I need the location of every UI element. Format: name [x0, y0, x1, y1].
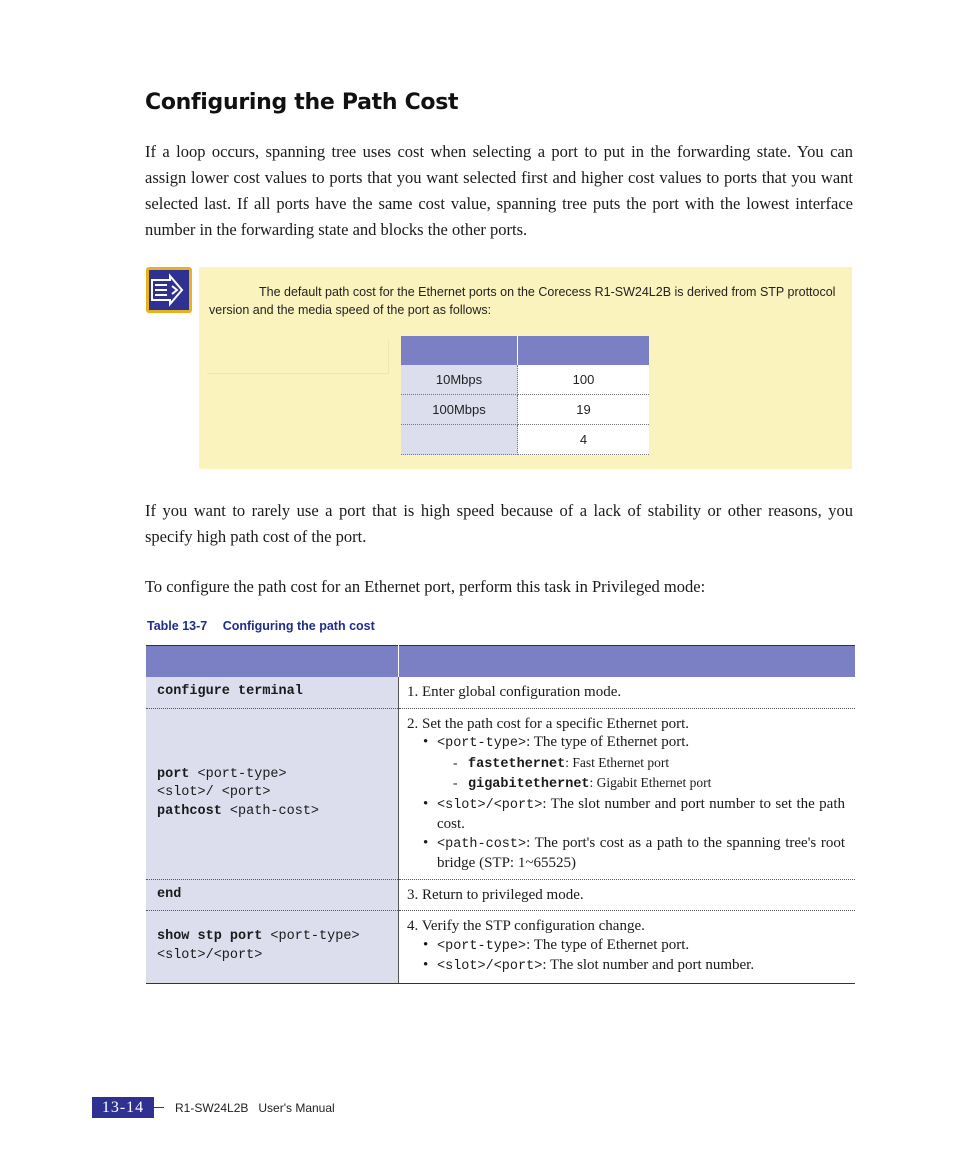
command-keyword: end [157, 886, 182, 902]
command-argument: <slot>/<port> [157, 947, 263, 963]
parameter-code: <port-type> [437, 736, 527, 751]
parameter-code: <path-cost> [437, 836, 527, 852]
speed-header [401, 336, 518, 365]
list-item [437, 936, 847, 957]
list-item [437, 834, 847, 873]
path-cost-table [401, 336, 649, 455]
command-header [146, 646, 399, 678]
list-item [437, 733, 847, 795]
command-keyword: configure terminal [157, 684, 303, 699]
parameter-text: : The slot number and port number to set the path cost. [437, 795, 845, 832]
parameter-text: : The type of Ethernet port. [526, 734, 690, 750]
command-argument: <slot>/ <port> [157, 785, 271, 801]
intro-paragraph: If a loop occurs, spanning tree uses cost when selecting a port to put in the forwarding state. You can assign lower cost values to ports that you want selected first and higher cost values to ports that you want selected last. If all ports have the same cost value, spanning tree puts the port with the lowest interface number in the forwarding state and blocks the other ports. [145, 142, 853, 239]
table-caption-title: Configuring the path cost [222, 619, 375, 633]
cost-cell: 19 [518, 395, 650, 425]
cost-cell: 4 [518, 425, 650, 455]
parameter-text: : The port's cost as a path to the spanning tree's root bridge (STP: 1~65525) [437, 834, 845, 871]
command-cell [146, 911, 399, 984]
parameter-text: : The type of Ethernet port. [526, 936, 690, 953]
command-cell [146, 677, 399, 708]
task-cell [399, 911, 856, 984]
parameter-code: <port-type> [437, 938, 527, 954]
cost-cell: 100 [518, 365, 650, 395]
option-code: gigabitethernet [468, 777, 590, 792]
task-step: 1. Enter global configuration mode. [407, 684, 622, 700]
option-text: : Gigabit Ethernet port [589, 775, 712, 790]
page-number: 13-14 [92, 1097, 154, 1118]
command-argument: <path-cost> [221, 803, 320, 819]
task-step: 2. Set the path cost for a specific Ethernet port. [407, 715, 689, 732]
task-cell [399, 708, 856, 879]
high-cost-paragraph: If you want to rarely use a port that is high speed because of a lack of stability or other reasons, you specify high path cost of the port. [145, 501, 853, 546]
note-text: The default path cost for the Ethernet ports on the Corecess R1-SW24L2B is derived from STP prottocol version and the media speed of the port as follows: [209, 285, 836, 317]
option-code: fastethernet [468, 756, 566, 772]
cost-header [518, 336, 650, 365]
option-text: : Fast Ethernet port [565, 754, 670, 770]
note-box [199, 267, 852, 469]
list-item [437, 795, 847, 834]
task-cell [399, 879, 856, 911]
task-header [399, 646, 856, 678]
task-cell [399, 677, 856, 708]
table-row [401, 395, 649, 425]
command-keyword: pathcost [157, 803, 222, 819]
table-caption [147, 619, 375, 633]
parameter-code: <slot>/<port> [437, 959, 543, 974]
task-paragraph: To configure the path cost for an Ethernet port, perform this task in Privileged mode: [145, 577, 706, 596]
speed-cell: 100Mbps [401, 395, 518, 425]
command-cell [146, 879, 399, 911]
option-list [437, 754, 845, 795]
note-icon [145, 266, 193, 314]
parameter-list [407, 733, 847, 873]
note-table-label-cell [207, 340, 389, 374]
speed-cell [401, 425, 518, 455]
table-row [146, 677, 855, 708]
table-row [401, 425, 649, 455]
command-cell [146, 708, 399, 879]
table-row [146, 708, 855, 879]
footer-divider [154, 1107, 164, 1108]
command-argument: <port-type> [262, 929, 360, 945]
speed-cell: 10Mbps [401, 365, 518, 395]
command-argument: <port-type> [189, 766, 287, 782]
parameter-text: : The slot number and port number. [542, 957, 755, 973]
task-step: 4. Verify the STP configuration change. [407, 918, 645, 934]
section-title: Configuring the Path Cost [145, 90, 459, 115]
command-table [146, 645, 855, 984]
table-row [401, 365, 649, 395]
parameter-list [407, 936, 847, 977]
table-row [146, 879, 855, 911]
command-keyword: show stp port [157, 929, 263, 945]
list-item [468, 754, 845, 775]
list-item [468, 774, 845, 795]
manual-title: R1-SW24L2B User's Manual [175, 1101, 335, 1115]
task-step: 3. Return to privileged mode. [407, 886, 584, 903]
parameter-code: <slot>/<port> [437, 797, 543, 813]
table-caption-number: Table 13-7 [147, 619, 208, 633]
command-keyword: port [157, 766, 190, 782]
table-row [146, 911, 855, 984]
list-item [437, 956, 847, 977]
